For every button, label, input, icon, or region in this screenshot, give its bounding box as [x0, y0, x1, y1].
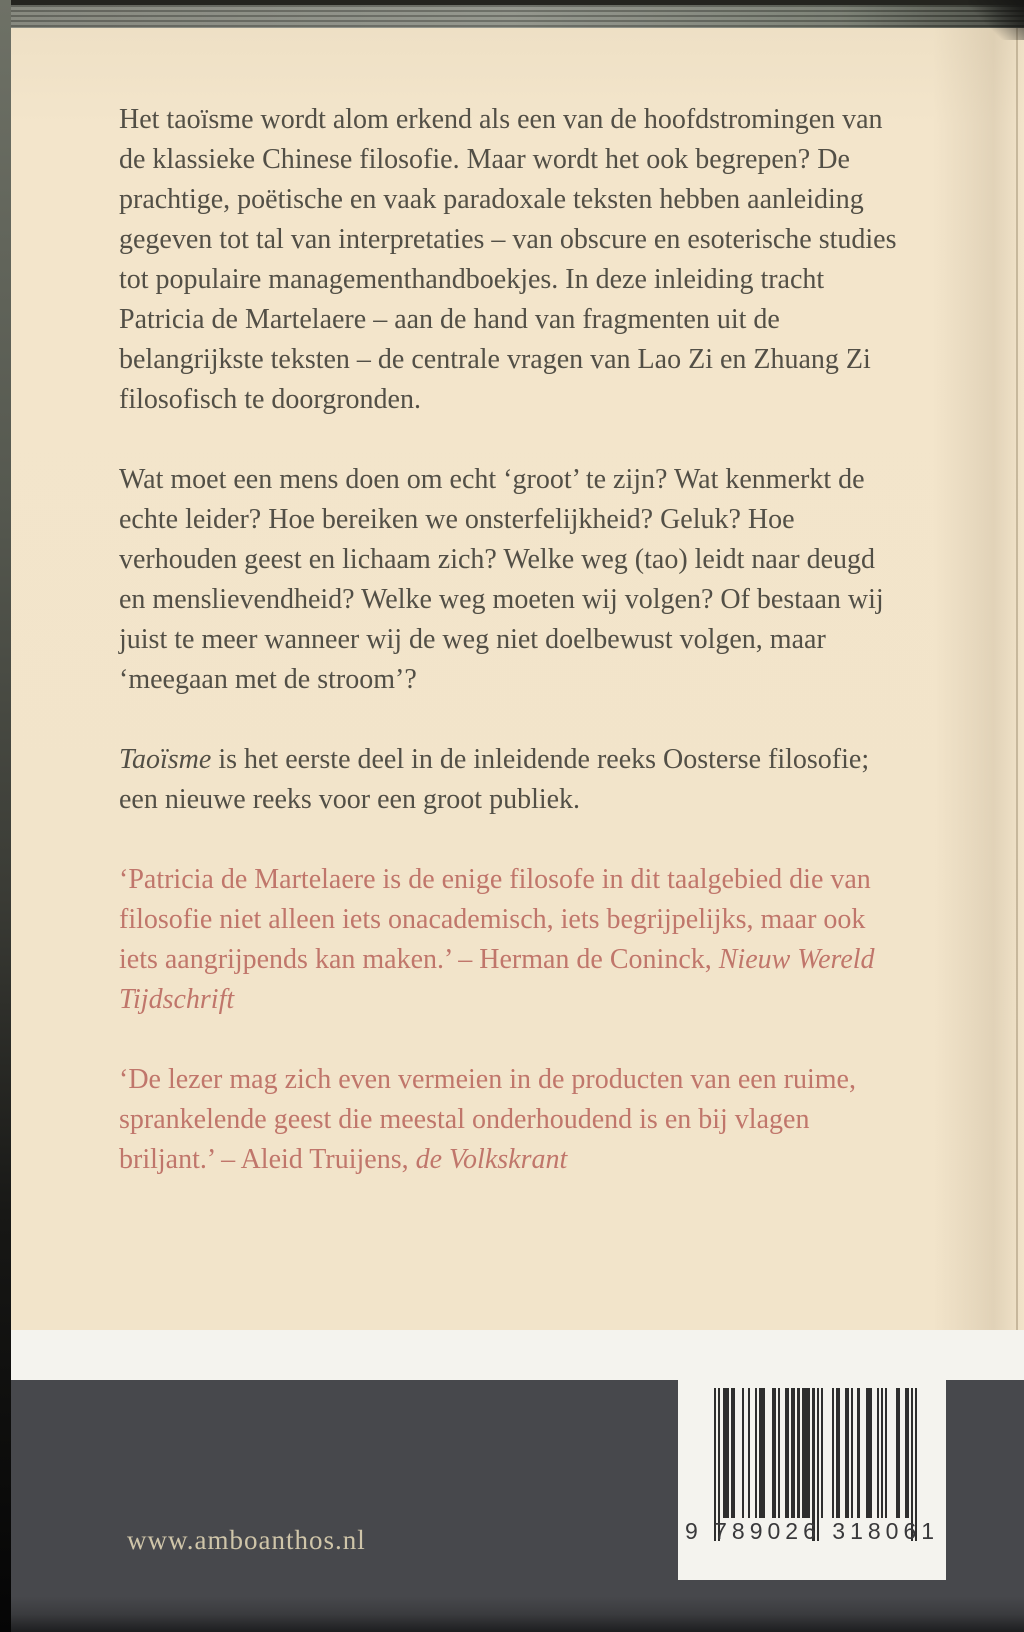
review-quote-2-source: de Volkskrant — [415, 1144, 568, 1175]
series-note — [119, 740, 903, 820]
barcode-bars — [714, 1388, 918, 1518]
series-title-italic: Taoïsme — [119, 744, 212, 775]
blurb-paragraph-2: Wat moet een mens doen om echt ‘groot’ te zijn? Wat kenmerkt de echte leider? Hoe bereiken we onsterfelijkheid? Geluk? Hoe verhouden geest en lichaam zich? Welke weg (tao) leidt naar deugd en menslievendheid? Welke weg moeten wij volgen? Of bestaan wij juist te meer wanneer wij de weg niet doelbewust volgen, maar ‘meegaan met de stroom’? — [119, 464, 884, 695]
review-quote-2 — [119, 1060, 903, 1180]
review-quote-1-source: Nieuw Wereld Tijdschrift — [119, 944, 875, 1015]
cover-right-crease — [1016, 28, 1018, 1332]
photo-top-border — [0, 0, 1024, 5]
back-cover-blurb — [119, 100, 903, 1220]
barcode-digits: 9 789026 318061 — [684, 1518, 940, 1544]
review-quote-2-text: ‘De lezer mag zich even vermeien in de producten van een ruime, sprankelende geest die meestal onderhoudend is en bij vlagen briljant.’ – Aleid Truijens, — [119, 1064, 856, 1175]
publisher-website: www.amboanthos.nl — [127, 1525, 366, 1555]
blurb-paragraph-1: Het taoïsme wordt alom erkend als een van de hoofdstromingen van de klassieke Chinese filosofie. Maar wordt het ook begrepen? De prachtige, poëtische en vaak paradoxale teksten hebben aanleiding gegeven tot tal van interpretaties – van obscure en esoterische studies tot populaire managementhandboekjes. In deze inleiding tracht Patricia de Martelaere – aan de hand van fragmenten uit de belangrijkste teksten – de centrale vragen van Lao Zi en Zhuang Zi filosofisch te doorgronden. — [119, 104, 897, 415]
barcode-sticker — [678, 1330, 946, 1580]
cover-background — [11, 28, 1024, 1632]
book-spine-edge — [0, 0, 11, 1632]
series-note-text: is het eerste deel in de inleidende reeks Oosterse filosofie; een nieuwe reeks voor een groot publiek. — [119, 744, 870, 815]
top-right-corner-shadow — [968, 0, 1024, 40]
review-quote-1-text: ‘Patricia de Martelaere is de enige filosofe in dit taalgebied die van filosofie niet alleen iets onacademisch, iets begrijpelijks, maar ook iets aangrijpends kan maken.’ – Herman de Coninck, — [119, 864, 871, 975]
review-quote-1 — [119, 860, 903, 1020]
